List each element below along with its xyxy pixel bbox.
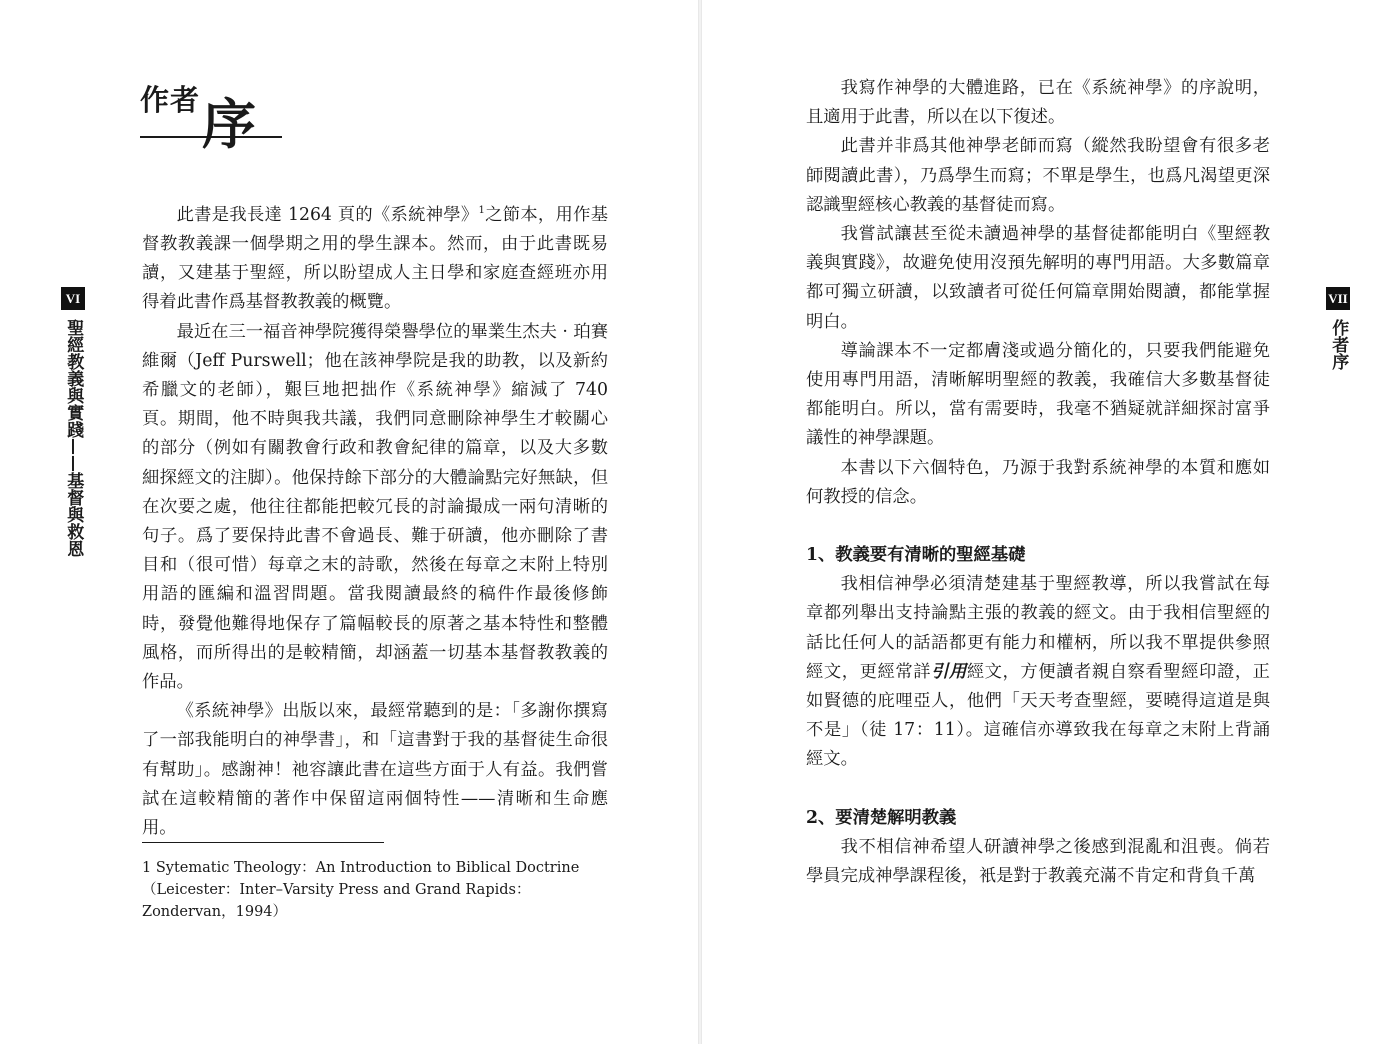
section-gap (806, 775, 1270, 804)
paragraph-2: 最近在三一福音神學院獲得榮譽學位的畢業生杰夫 · 珀賽維爾（Jeff Purswell；他在該神學院是我的助教，以及新約希臘文的老師），艱巨地把拙作《系統神學》縮減了 740 頁。期間，他不時與我共議，我們同意刪除神學生才較關心的部分（例如有關教會行政和教會紀律的篇章，以及大多數細探經文的注脚）。他保持餘下部分的大體論點完好無缺，但在次要之處，他往往都能把較冗長的討論撮成一兩句清晰的句子。爲了要保持此書不會過長、難于研讀，他亦刪除了書目和（很可惜）每章之末的詩歌，然後在每章之末附上特別用語的匯編和溫習問題。當我閱讀最終的稿件作最後修飾時，發覺他難得地保存了篇幅較長的原著之基本特性和整體風格，而所得出的是較精簡，却涵蓋一切基本基督教教義的作品。 (142, 321, 608, 693)
section-2-paragraph: 我不相信神希望人研讀神學之後感到混亂和沮喪。倘若學員完成神學課程後，衹是對于教義充滿不肯定和背負千萬 (806, 836, 1270, 887)
title-small: 作者 (140, 83, 201, 117)
paragraph-1-text-b: 之節本，用作基督教教義課一個學期之用的學生課本。然而，由于此書既易讀，又建基于聖經，所以盼望成人主日學和家庭查經班亦用得着此書作爲基督教教義的概覽。 (142, 204, 608, 313)
footnote-rule (142, 842, 384, 843)
title-underline (140, 136, 282, 138)
intro-paragraph-4: 導論課本不一定都膚淺或過分簡化的，只要我們能避免使用專門用語，清晰解明聖經的教義，我確信大多數基督徒都能明白。所以，當有需要時，我毫不猶疑就詳細探討富爭議性的神學課題。 (806, 340, 1270, 449)
section-1-text-a: 我相信神學必須清楚建基于聖經教導，所以我嘗試在每章都列舉出支持論點主張的教義的經文。由于我相信聖經的話比任何人的話語都更有能力和權柄，所以我不單提供參照經文，更經常詳 (806, 574, 1270, 682)
left-body-text (142, 196, 608, 843)
section-heading-2: 2、要清楚解明教義 (806, 807, 957, 828)
page-number-left: VI (61, 287, 85, 310)
right-body-text (806, 74, 1270, 891)
intro-paragraph-3: 我嘗試讓甚至從未讀過神學的基督徒都能明白《聖經教義與實踐》，故避免使用沒預先解明的專門用語。大多數篇章都可獨立研讀，以致讀者可從任何篇章開始閱讀，都能掌握明白。 (806, 224, 1270, 332)
right-page (700, 0, 1400, 1044)
running-head-left: 聖經教義與實踐——基督與救恩 (63, 319, 84, 557)
section-gap (806, 512, 1270, 541)
intro-paragraph-5: 本書以下六個特色，乃源于我對系統神學的本質和應如何教授的信念。 (806, 457, 1270, 507)
paragraph-1-text-a: 此書是我長達 1264 頁的《系統神學》 (176, 204, 479, 225)
section-heading-1: 1、教義要有清晰的聖經基礎 (806, 545, 1026, 566)
footnote-ref: 1 (478, 205, 485, 216)
page-number-right: VII (1326, 287, 1350, 310)
title-big: 序 (202, 92, 256, 156)
intro-paragraph-2: 此書并非爲其他神學老師而寫（縱然我盼望會有很多老師閱讀此書），乃爲學生而寫；不單是學生，也爲凡渴望更深認識聖經核心教義的基督徒而寫。 (806, 136, 1270, 215)
intro-paragraph-1: 我寫作神學的大體進路，已在《系統神學》的序說明，且適用于此書，所以在以下復述。 (806, 78, 1270, 128)
section-1-text-b: 經文，方便讀者親自察看聖經印證，正如賢德的庇哩亞人，他們「天天考查聖經，要曉得這道是與不是」（徒 17：11）。這確信亦導致我在每章之末附上背誦經文。 (806, 661, 1270, 770)
side-tab-left (60, 287, 86, 557)
running-head-right: 作者序 (1328, 319, 1349, 370)
section-1-paragraph (806, 570, 1270, 774)
emphasis-quote: 引用 (931, 661, 967, 682)
paragraph-3: 《系統神學》出版以來，最經常聽到的是：「多謝你撰寫了一部我能明白的神學書」，和「這書對于我的基督徒生命很有幫助」。感謝神！祂容讓此書在這些方面于人有益。我們嘗試在這較精簡的著作中保留這兩個特性——清晰和生命應用。 (142, 701, 608, 839)
paragraph-1 (142, 196, 608, 318)
footnote: 1 Sytematic Theology：An Introduction to Biblical Doctrine（Leicester：Inter–Varsity Press and Grand Rapids：Zondervan，1994） (142, 860, 580, 920)
side-tab-right (1325, 287, 1351, 370)
